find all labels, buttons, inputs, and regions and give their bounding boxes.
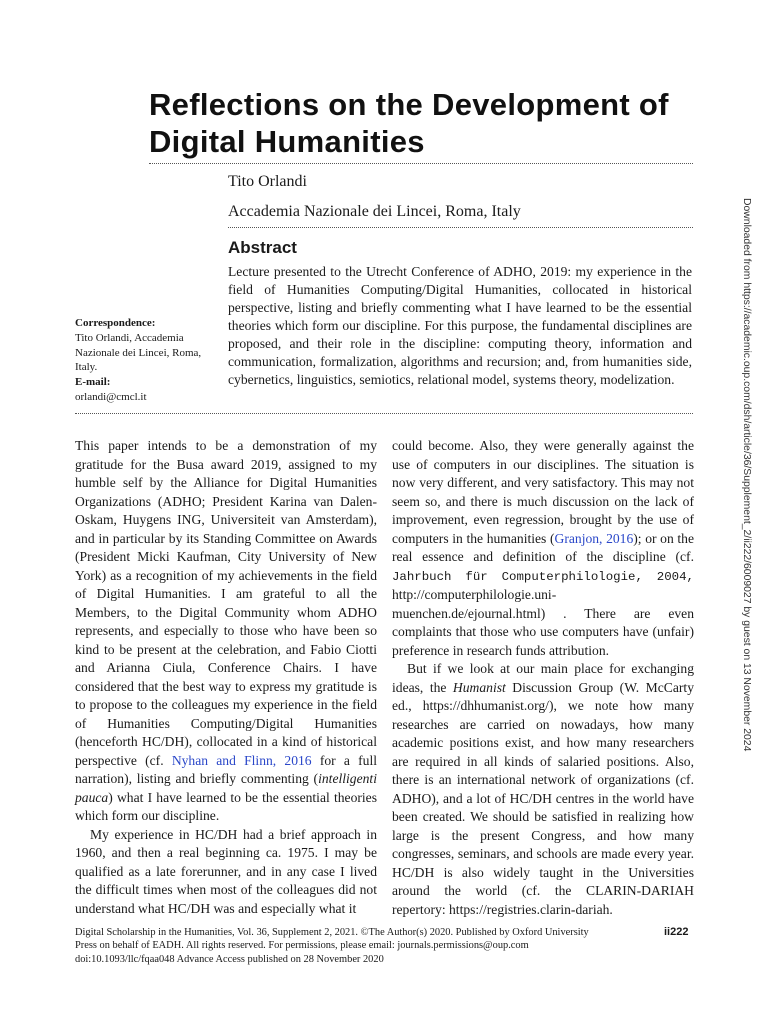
body-paragraph — [392, 437, 694, 660]
correspondence-text: Tito Orlandi, Accademia Nazionale dei Lincei, Roma, Italy. — [75, 331, 202, 374]
italic-text: intelligenti pauca — [75, 771, 377, 805]
body-text: for a full narration), listing and briefly commenting ( — [75, 752, 377, 786]
affiliation-divider — [228, 227, 693, 228]
footer-line: Digital Scholarship in the Humanities, Vol. 36, Supplement 2, 2021. ©The Author(s) 2020. Published by Oxford University — [75, 927, 589, 938]
article-title: Reflections on the Development of Digital Humanities — [149, 87, 669, 159]
abstract-heading: Abstract — [228, 238, 297, 257]
abstract-text: Lecture presented to the Utrecht Conference of ADHO, 2019: my experience in the field of Humanities Computing/Digital Humanities, collocated in historical perspective, listing and briefly commenting what I have learned to be the essential theories which form our discipline. For this purpose, the fundamental disciplines are proposed, and their role in the discipline: computing theory, information and communication, formalization, algorithms and recursion; and, from humanities side, cybernetics, linguistics, semiotics, relational model, systems theory, modelization. — [228, 264, 692, 387]
footer-line: doi:10.1093/llc/fqaa048 Advance Access published on 28 November 2020 — [75, 953, 384, 965]
page-number: ii222 — [664, 926, 689, 938]
footer-line: Press on behalf of EADH. All rights reserved. For permissions, please email: journals.permissions@oup.com — [75, 940, 529, 952]
body-column-left — [75, 437, 377, 918]
body-column-right — [392, 437, 694, 919]
body-paragraph — [75, 437, 377, 826]
body-paragraph: My experience in HC/DH had a brief approach in 1960, and then a real beginning ca. 1975. I may be qualified as a late forerunner, and in any case I lived the difficult times when most of the colleagues did not understand what HC/DH was and especially what it — [75, 826, 377, 916]
abstract-divider — [75, 413, 693, 414]
italic-text: Humanist — [452, 679, 506, 695]
body-text: http://computerphilologie.uni-muenchen.de/ejournal.html) . There are even complaints that those who use computers have (unfair) preference in research funds attribution. — [392, 587, 694, 658]
citation-link[interactable]: Granjon, 2016 — [554, 530, 634, 546]
email-address[interactable]: orlandi@cmcl.it — [75, 390, 147, 403]
body-text: But if we look at our main place for exchanging ideas, the — [392, 661, 694, 695]
body-text: ); or on the real essence and definition of the discipline (cf. — [392, 530, 694, 564]
title-divider — [149, 163, 693, 164]
correspondence-label: Correspondence: — [75, 317, 156, 329]
body-text: This paper intends to be a demonstration of my gratitude for the Busa award 2019, assigned to my humble self by the Alliance for Digital Humanities Organizations (ADHO; President Karina van Dalen-Oskam, Huygens ING, Universiteit van Amsterdam), and in particular by its Standing Committee on Awards (President Micki Kaufman, City University of New York) as a recognition of my achievements in the field of Digital Humanities. I am grateful to all the Members, to the Digital Community whom ADHO represents, and especially to those who have been so kind to be present at the celebration, and Fabio Ciotti and Arianna Ciula, Conference Chairs. I have considered that the best way to express my gratitude is to propose to the colleagues my experience in the field of Humanities Computing/Digital Humanities (henceforth HC/DH), collocated in a kind of historical perspective (cf. — [75, 438, 377, 768]
body-text: Discussion Group (W. McCarty ed., https://dhhumanist.org/), we note how many researches are carried on nowadays, how many academic positions exist, and how many researchers are required in all kinds of salaried positions. Also, there is an international network of organizations (cf. ADHO), and a lot of HC/DH centres in the world have been created. We should be satisfied in realizing how large is the present Congress, and how many congresses, seminars, and schools are made every year. HC/DH is also widely taught in the Universities around the world (cf. the CLARIN-DARIAH repertory: https://registries.clarin-dariah. — [392, 679, 694, 917]
citation-link[interactable]: Nyhan and Flinn, 2016 — [171, 752, 312, 768]
body-text: ) what I have learned to be the essential theories which form our discipline. — [75, 789, 377, 823]
page-footer — [75, 926, 695, 966]
correspondence-block — [75, 316, 213, 405]
body-paragraph — [392, 660, 694, 919]
author-name: Tito Orlandi — [228, 173, 307, 190]
author-affiliation: Accademia Nazionale dei Lincei, Roma, Italy — [228, 203, 521, 220]
download-watermark: Downloaded from https://academic.oup.com/dsh/article/36/Supplement_2/ii222/6009027 by guest on 13 November 2024 — [741, 198, 752, 752]
monospace-reference: Jahrbuch für Computerphilologie, 2004, — [392, 569, 694, 584]
email-label: E-mail: — [75, 376, 111, 389]
body-text: could become. Also, they were generally against the use of computers in our disciplines. The situation is now very different, and very satisfactory. This may not seem so, and there is much discussion on the lack of improvement, even regression, brought by the use of computers in the humanities ( — [392, 438, 694, 546]
